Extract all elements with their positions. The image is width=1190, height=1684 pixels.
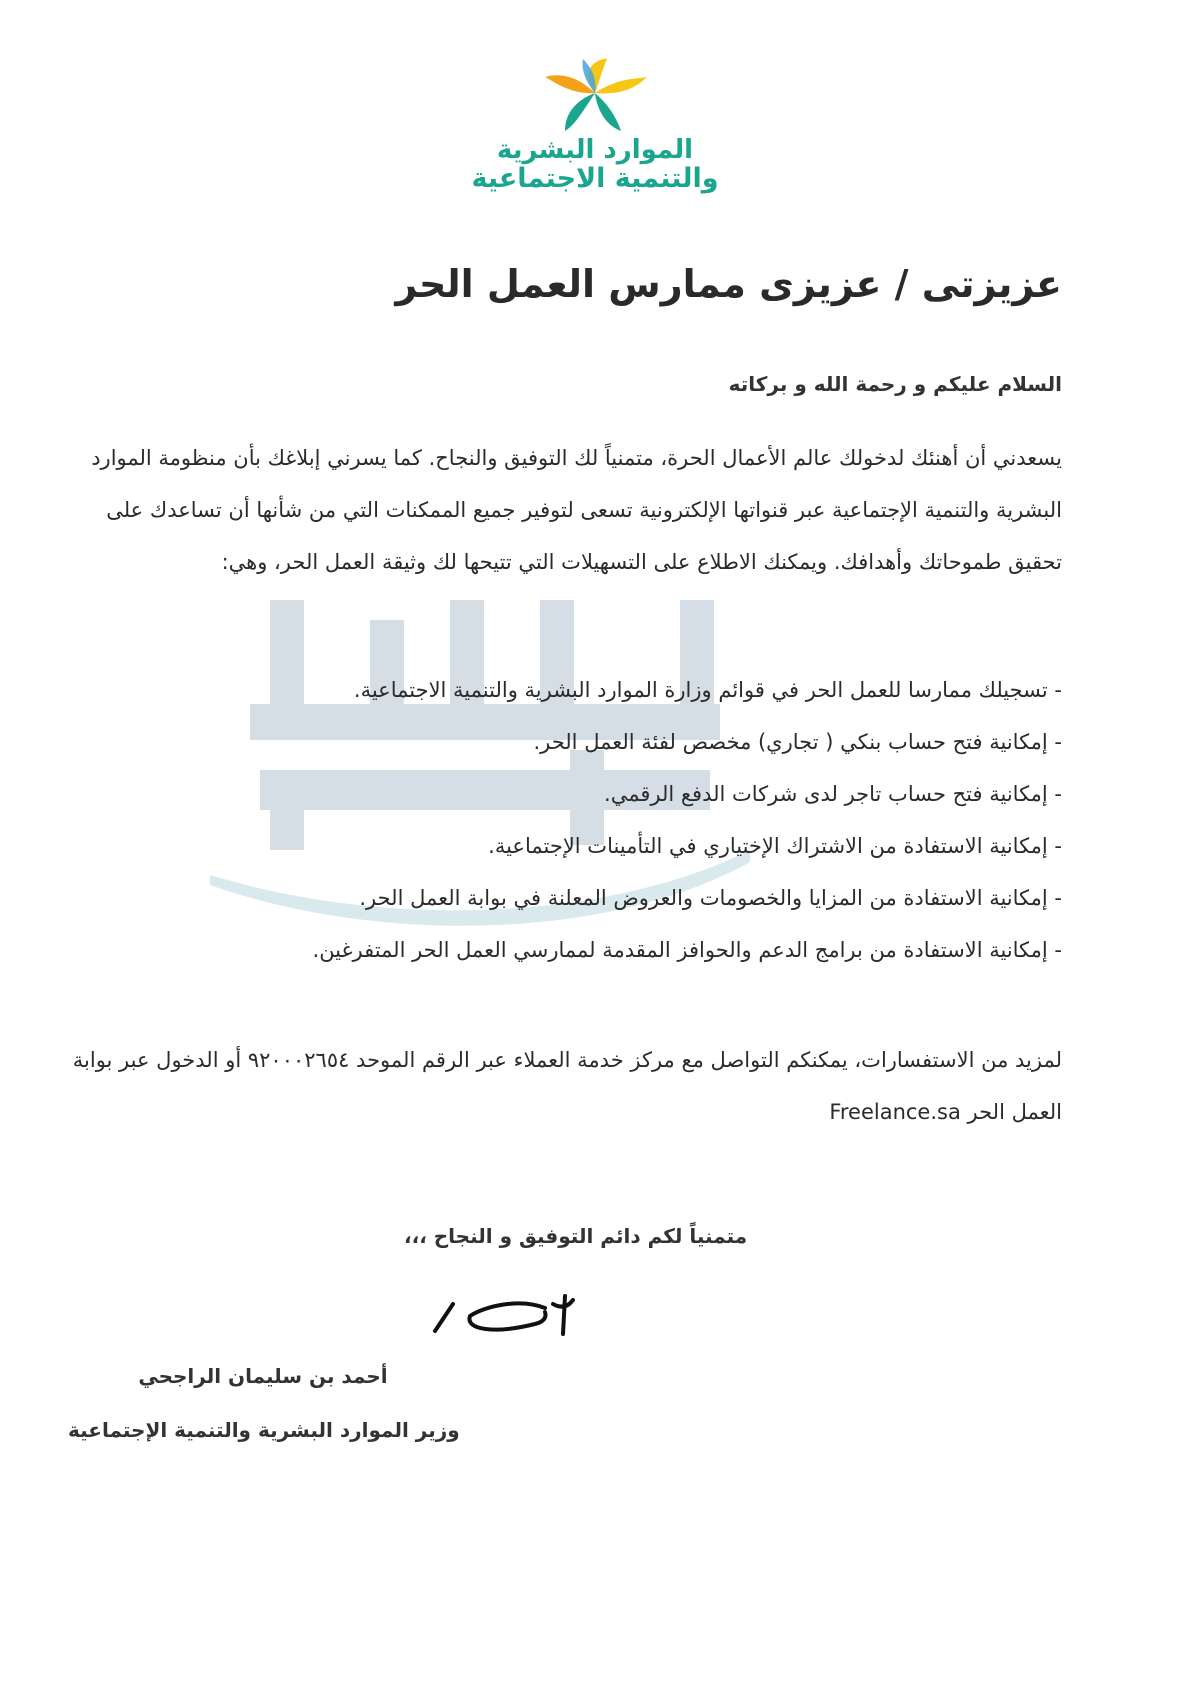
letter-title: عزيزتى / عزيزى ممارس العمل الحر — [395, 262, 1062, 306]
benefits-list — [313, 664, 1062, 976]
signer-name: أحمد بن سليمان الراجحي — [138, 1364, 388, 1388]
list-item: - إمكانية فتح حساب بنكي ( تجاري) مخصص لفئة العمل الحر. — [533, 730, 1062, 754]
list-item: - إمكانية فتح حساب تاجر لدى شركات الدفع الرقمي. — [604, 782, 1062, 806]
signer-title: وزير الموارد البشرية والتنمية الإجتماعية — [68, 1418, 460, 1442]
logo-text-line1: الموارد البشرية — [496, 135, 694, 165]
list-item: - تسجيلك ممارسا للعمل الحر في قوائم وزارة الموارد البشرية والتنمية الاجتماعية. — [353, 678, 1062, 702]
website-link[interactable]: Freelance.sa — [829, 1100, 961, 1124]
list-item: - إمكانية الاستفادة من المزايا والخصومات والعروض المعلنة في بوابة العمل الحر. — [359, 886, 1062, 910]
list-item: - إمكانية الاستفادة من الاشتراك الإختياري في التأمينات الإجتماعية. — [488, 834, 1062, 858]
handwritten-signature — [425, 1286, 575, 1346]
star-emblem-icon — [535, 55, 655, 135]
intro-paragraph: يسعدني أن أهنئك لدخولك عالم الأعمال الحرة، متمنياً لك التوفيق والنجاح. كما يسرني إبلاغك بأن منظومة الموارد البشرية والتنمية الإجتماعية عبر قنواتها الإلكترونية تسعى لتوفير جميع الممكنات التي من شأنها أن تساعدك على تحقيق طموحاتك وأهدافك. ويمكنك الاطلاع على التسهيلات التي تتيحها لك وثيقة العمل الحر، وهي: — [91, 446, 1062, 574]
greeting: السلام عليكم و رحمة الله و بركاته — [728, 372, 1062, 396]
contact-paragraph — [52, 1034, 1062, 1138]
ministry-logo — [455, 55, 735, 200]
closing-line: متمنياً لكم دائم التوفيق و النجاح ،،، — [404, 1224, 748, 1248]
list-item: - إمكانية الاستفادة من برامج الدعم والحوافز المقدمة لممارسي العمل الحر المتفرغين. — [312, 938, 1062, 962]
logo-text-line2: والتنمية الاجتماعية — [471, 163, 719, 194]
contact-text: لمزيد من الاستفسارات، يمكنكم التواصل مع مركز خدمة العملاء عبر الرقم الموحد ٩٢٠٠٠٢٦٥٤ أو الدخول عبر بوابة العمل الحر — [72, 1048, 1062, 1124]
